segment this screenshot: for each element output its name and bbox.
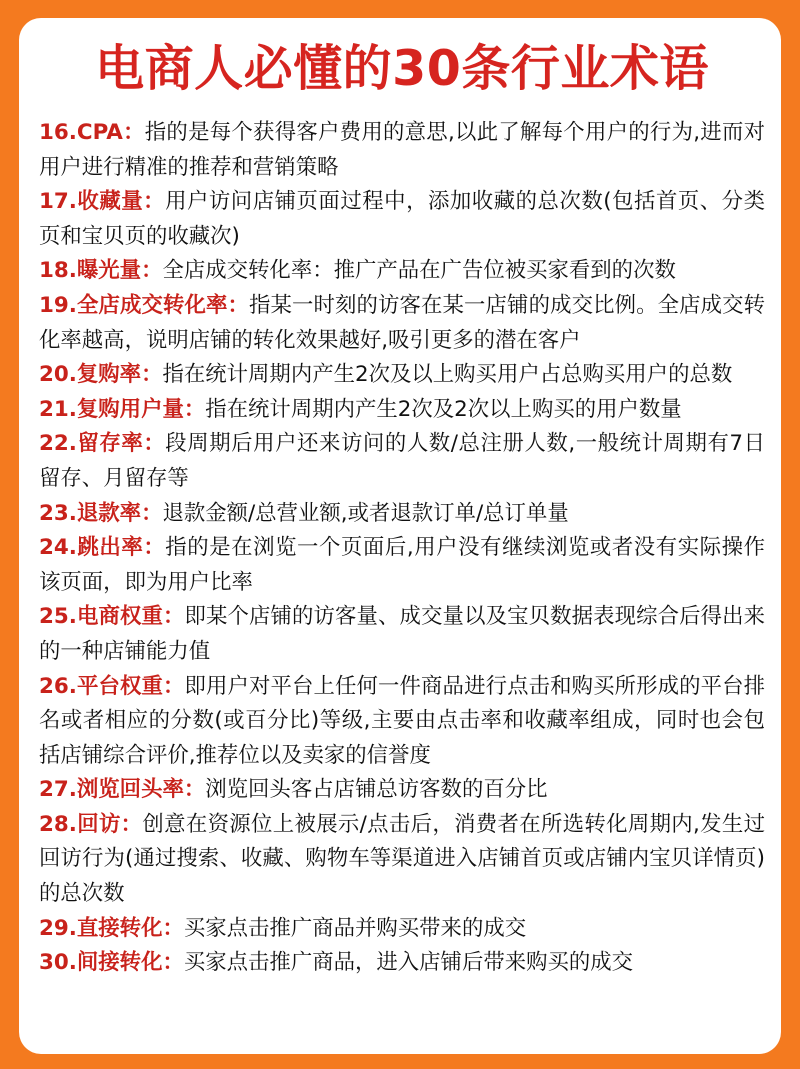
term-definition: 指的是在浏览一个页面后,用户没有继续浏览或者没有实际操作该页面，即为用户比率 [39,535,765,595]
term-entry-27 [39,773,765,808]
term-label: 19.全店成交转化率： [39,292,250,318]
term-definition: 全店成交转化率：推广产品在广告位被买家看到的次数 [162,258,676,284]
term-label: 21.复购用户量： [39,396,206,422]
term-definition: 即某个店铺的访客量、成交量以及宝贝数据表现综合后得出来的一种店铺能力值 [39,604,765,664]
term-label: 29.直接转化： [39,915,184,941]
term-definition: 用户访问店铺页面过程中，添加收藏的总次数(包括首页、分类页和宝贝页的收藏次) [39,189,765,249]
term-entry-29 [39,912,765,947]
term-label: 17.收藏量： [39,189,166,215]
term-definition: 指某一时刻的访客在某一店铺的成交比例。全店成交转化率越高，说明店铺的转化效果越好,吸引更多的潜在客户 [39,292,765,353]
term-label: 23.退款率： [39,500,163,526]
term-label: 25.电商权重： [39,604,185,630]
term-entry-26 [39,670,765,774]
term-label: 30.间接转化： [39,950,184,976]
term-entry-28 [39,808,765,912]
term-definition: 即用户对平台上任何一件商品进行点击和购买所形成的平台排名或者相应的分数(或百分比)等级,主要由点击率和收藏率组成，同时也会包括店铺综合评价,推荐位以及卖家的信誉度 [39,673,765,768]
term-definition: 浏览回头客占店铺总访客数的百分比 [205,777,548,803]
term-definition: 买家点击推广商品并购买带来的成交 [183,915,527,941]
term-label: 20.复购率： [39,362,163,388]
term-label: 18.曝光量： [39,258,163,284]
term-entry-25 [39,600,765,669]
term-definition: 指在统计周期内产生2次及以上购买用户占总购买用户的总数 [162,362,733,388]
term-entry-24 [39,531,765,600]
term-label: 26.平台权重： [39,673,185,699]
term-list [39,116,765,981]
term-entry-16 [39,116,765,185]
page-title: 电商人必懂的30条行业术语 [95,40,709,97]
term-entry-17 [39,185,765,254]
term-label: 27.浏览回头率： [39,777,206,803]
term-entry-30 [39,946,765,981]
term-definition: 段周期后用户还来访问的人数/总注册人数,一般统计周期有7日留存、月留存等 [39,431,765,491]
term-label: 24.跳出率： [39,535,166,561]
term-label: 28.回访： [39,811,143,837]
term-definition: 指在统计周期内产生2次及2次以上购买的用户数量 [205,396,682,422]
term-entry-21 [39,393,765,428]
term-entry-20 [39,358,765,393]
term-entry-23 [39,497,765,532]
term-definition: 指的是每个获得客户费用的意思,以此了解每个用户的行为,进而对用户进行精准的推荐和营销策略 [39,120,765,180]
term-definition: 退款金额/总营业额,或者退款订单/总订单量 [162,500,569,526]
term-entry-22 [39,427,765,496]
term-definition: 创意在资源位上被展示/点击后，消费者在所选转化周期内,发生过回访行为(通过搜索、收藏、购物车等渠道进入店铺首页或店铺内宝贝详情页)的总次数 [39,811,765,907]
term-entry-18 [39,254,765,289]
term-label: 16.CPA： [39,120,145,145]
content-card [19,18,781,1054]
term-label: 22.留存率： [39,431,166,457]
term-definition: 买家点击推广商品，进入店铺后带来购买的成交 [183,950,634,976]
term-entry-19 [39,289,765,358]
